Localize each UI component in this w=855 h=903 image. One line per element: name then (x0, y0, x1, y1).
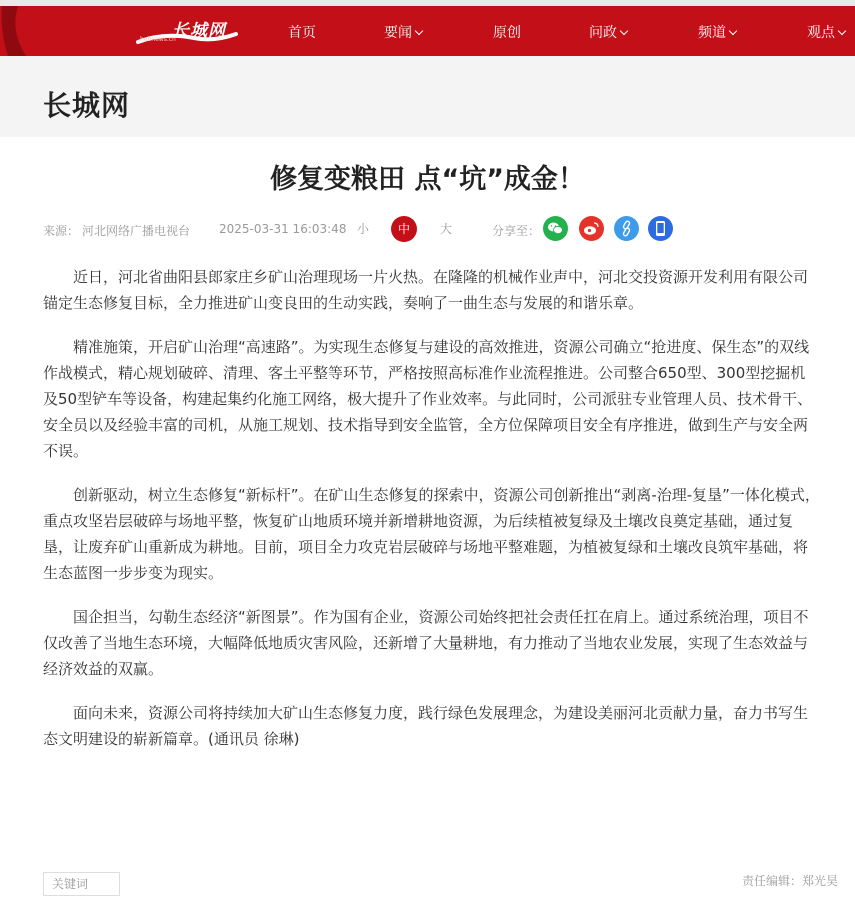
nav-item-opinion[interactable]: 观点 (807, 24, 845, 42)
article-paragraph: 近日，河北省曲阳县郎家庄乡矿山治理现场一片火热。在隆隆的机械作业声中，河北交投资源开发利用有限公司锚定生态修复目标，全力推进矿山变良田的生动实践，奏响了一曲生态与发展的和谐乐章。 (43, 268, 809, 312)
nav-item-channels[interactable]: 频道 (698, 24, 736, 42)
share-mobile-button[interactable] (648, 216, 673, 241)
link-icon (614, 216, 639, 241)
article-body (43, 264, 820, 770)
keywords-box[interactable]: 关键词 (43, 872, 120, 896)
chevron-down-icon (838, 27, 846, 35)
nav-item-home[interactable]: 首页 (288, 25, 316, 41)
article-paragraph: 面向未来，资源公司将持续加大矿山生态修复力度，践行绿色发展理念，为建设美丽河北贡献力量，奋力书写生态文明建设的崭新篇章。(通讯员 徐琳) (43, 704, 809, 748)
logo-subtext: hebnews.cn (140, 36, 176, 43)
article-paragraph: 国企担当，勾勒生态经济“新图景”。作为国有企业，资源公司始终把社会责任扛在肩上。通过系统治理，项目不仅改善了当地生态环境，大幅降低地质灾害风险，还新增了大量耕地，有力推动了当地农业发展，实现了生态效益与经济效益的双赢。 (43, 608, 809, 678)
site-logo[interactable] (134, 12, 240, 50)
source-label: 来源： (43, 224, 80, 238)
mobile-phone-icon (648, 216, 673, 241)
brand-title: 长城网 (43, 89, 131, 122)
article-paragraph: 精准施策，开启矿山治理“高速路”。为实现生态修复与建设的高效推进，资源公司确立“抢进度、保生态”的双线作战模式，精心规划破碎、清理、客土平整等环节，严格按照高标准作业流程推进。公司整合650型、300型挖掘机及50型铲车等设备，构建起集约化施工网络，极大提升了作业效率。与此同时，公司派驻专业管理人员、技术骨干、安全员以及经验丰富的司机，从施工规划、技术指导到安全监管，全方位保障项目安全有序推进，做到生产与安全两不误。 (43, 338, 813, 460)
chevron-down-icon (415, 27, 423, 35)
article-title: 修复变粮田 点“坑”成金！ (270, 164, 585, 195)
top-nav-bar (0, 0, 855, 56)
weibo-icon (579, 216, 604, 241)
nav-item-news[interactable]: 要闻 (384, 24, 422, 42)
font-size-medium-button[interactable]: 中 (391, 216, 417, 242)
article-source: 河北网络广播电视台 (82, 224, 191, 238)
chevron-down-icon (620, 27, 628, 35)
wechat-icon (543, 216, 568, 241)
font-size-small-button[interactable]: 小 (356, 222, 369, 236)
chevron-down-icon (729, 27, 737, 35)
share-wechat-button[interactable] (543, 216, 568, 241)
logo-text: 长城网 (172, 21, 226, 41)
article-datetime: 2025-03-31 16:03:48 (219, 222, 347, 236)
font-size-large-button[interactable]: 大 (439, 222, 452, 236)
responsible-editor: 责任编辑：郑光昊 (741, 874, 838, 888)
article-paragraph: 创新驱动，树立生态修复“新标杆”。在矿山生态修复的探索中，资源公司创新推出“剥离-治理-复垦”一体化模式，重点攻坚岩层破碎与场地平整，恢复矿山地质环境并新增耕地资源，为后续植被复绿及土壤改良奠定基础，通过复垦，让废弃矿山重新成为耕地。目前，项目全力攻克岩层破碎与场地平整难题，为植被复绿和土壤改良筑牢基础，将生态蓝图一步步变为现实。 (43, 486, 820, 582)
brush-stroke-decoration (0, 6, 28, 56)
share-link-button[interactable] (614, 216, 639, 241)
share-label: 分享至： (492, 224, 541, 238)
nav-item-inquiry[interactable]: 问政 (589, 24, 627, 42)
share-weibo-button[interactable] (579, 216, 604, 241)
nav-item-original[interactable]: 原创 (493, 25, 521, 41)
